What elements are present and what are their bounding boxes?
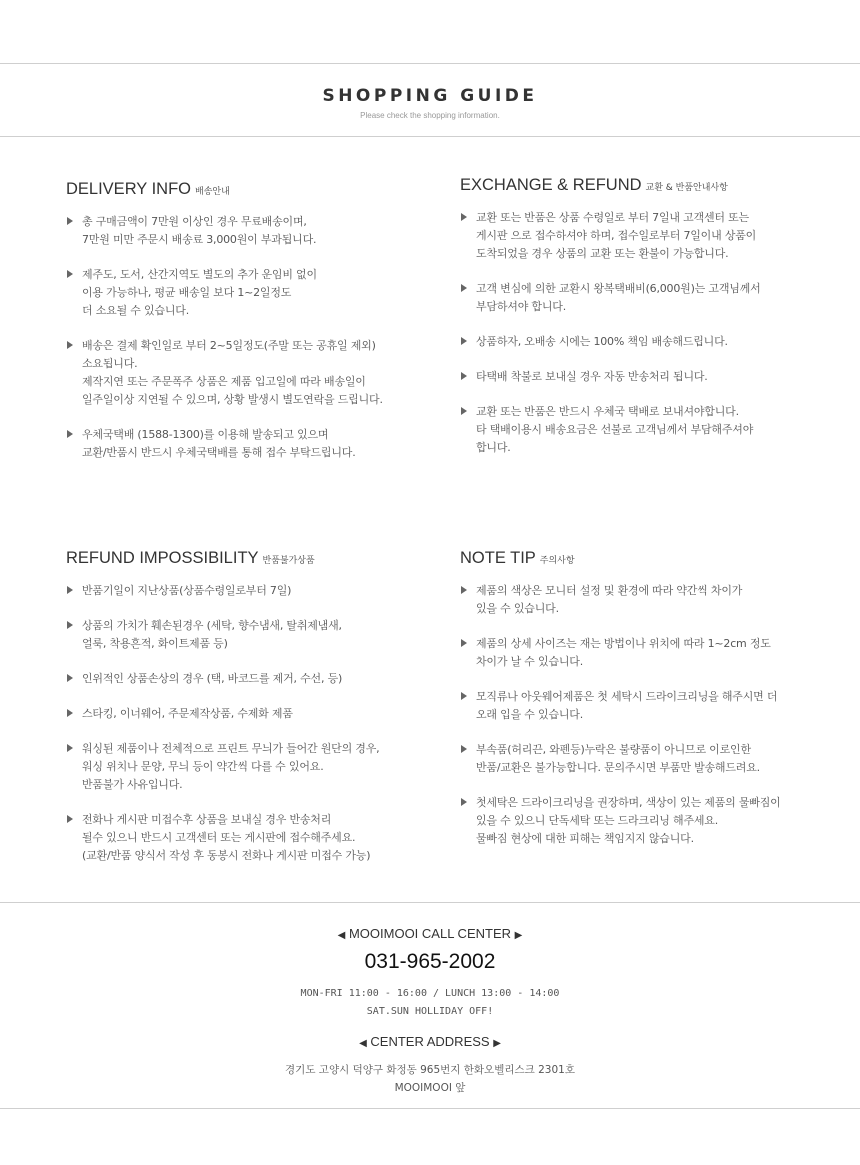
bullet-arrow-icon <box>461 745 467 753</box>
list-item-text: 인위적인 상품손상의 경우 (택, 바코드를 제거, 수선, 등) <box>82 672 343 685</box>
bullet-arrow-icon <box>67 586 73 594</box>
list-item <box>66 617 456 653</box>
exchange-refund-heading <box>460 176 850 195</box>
center-address-heading <box>0 1034 860 1049</box>
list-item <box>460 280 850 316</box>
top-divider <box>0 63 860 64</box>
list-item-text: 모직류나 아웃웨어제품은 첫 세탁시 드라이크리닝을 해주시면 더 <box>476 690 778 703</box>
list-item <box>460 635 850 671</box>
list-item-text: 더 소요될 수 있습니다. <box>82 304 190 317</box>
list-item <box>460 333 850 351</box>
list-item-text: 얼룩, 착용흔적, 화이트제품 등) <box>82 637 228 650</box>
bullet-arrow-icon <box>461 337 467 345</box>
list-item-text: 상품하자, 오배송 시에는 100% 책임 배송해드립니다. <box>476 335 728 348</box>
list-item-text: 이용 가능하나, 평균 배송일 보다 1~2일정도 <box>82 286 292 299</box>
list-item <box>460 403 850 457</box>
hours-line-1: MON-FRI 11:00 - 16:00 / LUNCH 13:00 - 14:00 <box>300 988 560 999</box>
list-item-text: 차이가 날 수 있습니다. <box>476 655 584 668</box>
note-tip-heading <box>460 549 850 568</box>
list-item-text: 반품불가 사유입니다. <box>82 778 183 791</box>
bullet-arrow-icon <box>67 270 73 278</box>
bullet-arrow-icon <box>67 674 73 682</box>
delivery-info-title: DELIVERY INFO <box>66 180 192 198</box>
triangle-left-icon: ◀ <box>359 1038 367 1049</box>
list-item-text: 있을 수 있습니다. <box>476 602 559 615</box>
list-item-text: 제작지연 또는 주문폭주 상품은 제품 입고일에 따라 배송일이 <box>82 375 366 388</box>
note-tip-title-kr: 주의사항 <box>539 556 575 566</box>
list-item-text: 교환/반품시 반드시 우체국택배를 통해 접수 부탁드립니다. <box>82 446 356 459</box>
list-item <box>460 741 850 777</box>
bullet-arrow-icon <box>461 639 467 647</box>
delivery-info-heading <box>66 180 456 199</box>
note-tip-title: NOTE TIP <box>460 549 536 567</box>
list-item-text: 총 구매금액이 7만원 이상인 경우 무료배송이며, <box>82 215 307 228</box>
bullet-arrow-icon <box>67 709 73 717</box>
list-item <box>66 705 456 723</box>
list-item <box>460 368 850 386</box>
delivery-info-title-kr: 배송안내 <box>195 187 230 197</box>
refund-impossibility-title-kr: 반품불가상품 <box>262 556 315 566</box>
list-item <box>460 209 850 263</box>
bullet-arrow-icon <box>67 621 73 629</box>
list-item-text: 제품의 상세 사이즈는 재는 방법이나 위치에 따라 1~2cm 정도 <box>476 637 771 650</box>
address-line-2: MOOIMOOI 앞 <box>394 1082 466 1094</box>
list-item-text: 스타킹, 이너웨어, 주문제작상품, 수제화 제품 <box>82 707 293 720</box>
list-item <box>460 582 850 618</box>
delivery-info-section <box>66 180 456 479</box>
list-item-text: 워싱된 제품이나 전체적으로 프린트 무늬가 들어간 원단의 경우, <box>82 742 380 755</box>
list-item-text: 반품기일이 지난상품(상품수령일로부터 7일) <box>82 584 292 597</box>
bullet-arrow-icon <box>461 407 467 415</box>
refund-impossibility-section <box>66 549 456 882</box>
bullet-arrow-icon <box>67 341 73 349</box>
list-item-text: 일주일이상 지연될 수 있으며, 상황 발생시 별도연락을 드립니다. <box>82 393 383 406</box>
center-address-label: CENTER ADDRESS <box>370 1034 490 1049</box>
bullet-arrow-icon <box>461 692 467 700</box>
list-item-text: 전화나 게시판 미접수후 상품을 보내실 경우 반송처리 <box>82 813 332 826</box>
list-item-text: 제주도, 도서, 산간지역도 별도의 추가 운임비 없이 <box>82 268 317 281</box>
header-divider <box>0 136 860 137</box>
list-item-text: 교환 또는 반품은 반드시 우체국 택배로 보내셔야합니다. <box>476 405 739 418</box>
bullet-arrow-icon <box>67 744 73 752</box>
list-item-text: 배송은 결제 확인일로 부터 2~5일정도(주말 또는 공휴일 제외) <box>82 339 376 352</box>
list-item-text: 오래 입을 수 있습니다. <box>476 708 584 721</box>
list-item <box>66 740 456 794</box>
bullet-arrow-icon <box>461 586 467 594</box>
exchange-refund-title: EXCHANGE & REFUND <box>460 176 642 194</box>
note-tip-section <box>460 549 850 865</box>
list-item-text: (교환/반품 양식서 작성 후 동봉시 전화나 게시판 미접수 가능) <box>82 849 371 862</box>
bullet-arrow-icon <box>67 815 73 823</box>
list-item-text: 우체국택배 (1588-1300)를 이용해 발송되고 있으며 <box>82 428 329 441</box>
list-item <box>66 426 456 462</box>
bullet-arrow-icon <box>461 284 467 292</box>
bullet-arrow-icon <box>461 372 467 380</box>
hours-line-2: SAT.SUN HOLLIDAY OFF! <box>366 1006 494 1017</box>
list-item-text: 7만원 미만 주문시 배송료 3,000원이 부과됩니다. <box>82 233 317 246</box>
list-item <box>66 266 456 320</box>
list-item-text: 타택배 착불로 보내실 경우 자동 반송처리 됩니다. <box>476 370 708 383</box>
list-item-text: 타 택배이용시 배송요금은 선불로 고객님께서 부담해주셔야 <box>476 423 754 436</box>
call-center-phone: 031-965-2002 <box>364 950 496 973</box>
list-item <box>460 688 850 724</box>
list-item <box>66 811 456 865</box>
list-item-text: 물빠짐 현상에 대한 피해는 책임지지 않습니다. <box>476 832 694 845</box>
list-item <box>66 213 456 249</box>
list-item-text: 부담하셔야 합니다. <box>476 300 567 313</box>
list-item <box>460 794 850 848</box>
list-item-text: 고객 변심에 의한 교환시 왕복택배비(6,000원)는 고객님께서 <box>476 282 761 295</box>
triangle-right-icon: ▶ <box>514 930 523 941</box>
list-item-text: 도착되었을 경우 상품의 교환 또는 환불이 가능합니다. <box>476 247 729 260</box>
call-center-label: MOOIMOOI CALL CENTER <box>348 926 512 941</box>
address-line-1: 경기도 고양시 덕양구 화정동 965번지 한화오벨리스크 2301호 <box>285 1064 575 1076</box>
list-item-text: 상품의 가치가 훼손된경우 (세탁, 향수냄새, 탈취제냄새, <box>82 619 342 632</box>
bullet-arrow-icon <box>67 430 73 438</box>
page-title: SHOPPING GUIDE <box>322 86 538 106</box>
list-item-text: 제품의 색상은 모니터 설정 및 환경에 따라 약간씩 차이가 <box>476 584 743 597</box>
exchange-refund-title-kr: 교환 & 반품안내사항 <box>645 183 728 193</box>
list-item-text: 반품/교환은 불가능합니다. 문의주시면 부품만 발송해드려요. <box>476 761 760 774</box>
bullet-arrow-icon <box>461 213 467 221</box>
list-item-text: 워싱 위치나 문양, 무늬 등이 약간씩 다를 수 있어요. <box>82 760 324 773</box>
page-subtitle: Please check the shopping information. <box>360 111 500 120</box>
list-item-text: 소요됩니다. <box>82 357 138 370</box>
bullet-arrow-icon <box>67 217 73 225</box>
triangle-right-icon: ▶ <box>493 1038 501 1049</box>
triangle-left-icon: ◀ <box>337 930 346 941</box>
bullet-arrow-icon <box>461 798 467 806</box>
list-item <box>66 670 456 688</box>
list-item-text: 부속품(허리끈, 와펜등)누락은 불량품이 아니므로 이로인한 <box>476 743 751 756</box>
list-item-text: 있을 수 있으니 단독세탁 또는 드라크리닝 해주세요. <box>476 814 719 827</box>
list-item <box>66 337 456 409</box>
list-item-text: 첫세탁은 드라이크리닝을 권장하며, 색상이 있는 제품의 물빠짐이 <box>476 796 781 809</box>
call-center-heading <box>0 926 860 941</box>
refund-impossibility-title: REFUND IMPOSSIBILITY <box>66 549 259 567</box>
list-item <box>66 582 456 600</box>
exchange-refund-section <box>460 176 850 474</box>
bottom-divider <box>0 1108 860 1109</box>
list-item-text: 교환 또는 반품은 상품 수령일로 부터 7일내 고객센터 또는 <box>476 211 749 224</box>
list-item-text: 될수 있으니 반드시 고객센터 또는 게시판에 접수해주세요. <box>82 831 356 844</box>
footer-divider <box>0 902 860 903</box>
refund-impossibility-heading <box>66 549 456 568</box>
list-item-text: 게시판 으로 접수하셔야 하며, 접수일로부터 7일이내 상품이 <box>476 229 757 242</box>
list-item-text: 합니다. <box>476 441 511 454</box>
